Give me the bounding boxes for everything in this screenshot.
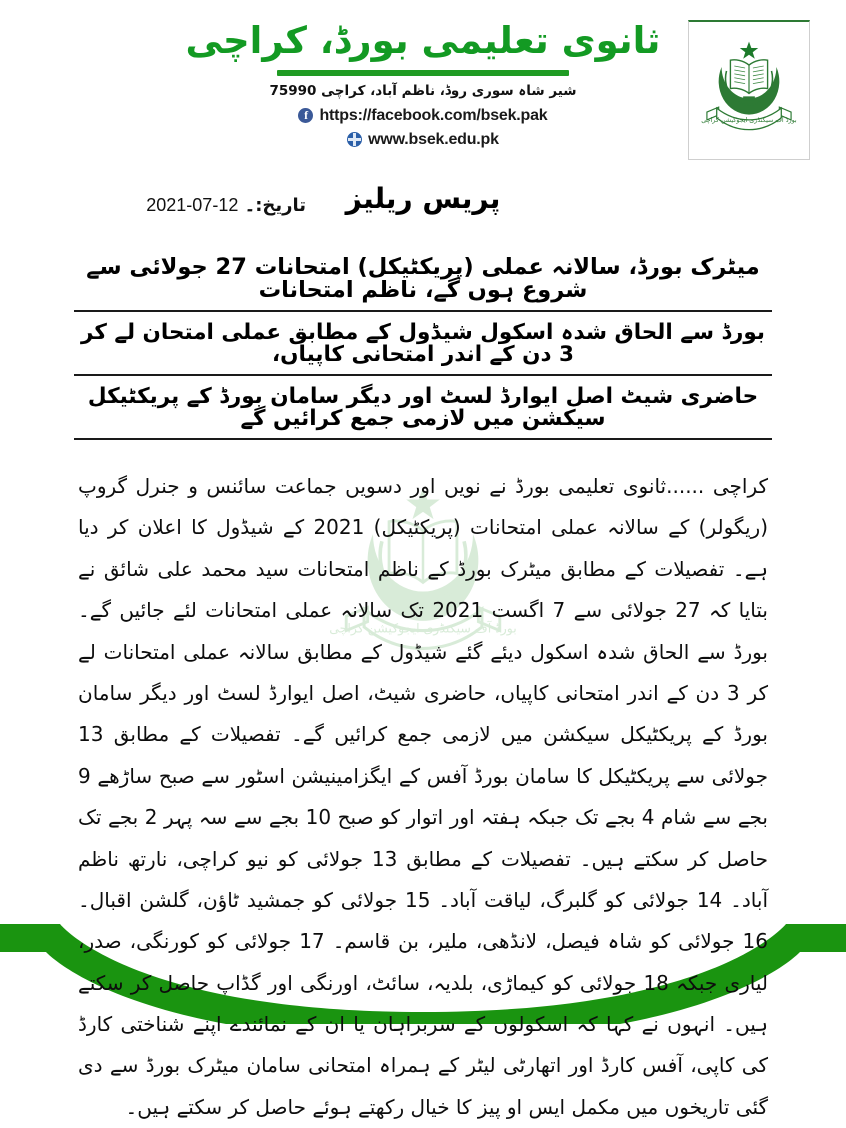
headline-line-2: بورڈ سے الحاق شدہ اسکول شیڈول کے مطابق عملی امتحان لے کر 3 دن کے اندر امتحانی کاپیاں، xyxy=(74,322,772,376)
globe-icon xyxy=(347,132,362,147)
headline-line-1: میٹرک بورڈ، سالانہ عملی (پریکٹیکل) امتحانات 27 جولائی سے شروع ہوں گے، ناظم امتحانات xyxy=(74,256,772,312)
board-address: شیر شاہ سوری روڈ، ناظم آباد، کراچی 75990 xyxy=(269,83,577,100)
body-section xyxy=(78,466,768,1128)
facebook-icon: f xyxy=(298,108,313,123)
date-block xyxy=(146,195,306,216)
star-icon xyxy=(740,42,758,59)
date-label: تاریخ:۔ xyxy=(244,195,306,216)
board-crest-logo xyxy=(689,22,809,159)
headline-line-3: حاضری شیٹ اصل ایوارڈ لسٹ اور دیگر سامان بورڈ کے پریکٹیکل سیکشن میں لازمی جمع کرائیں گے xyxy=(74,386,772,440)
press-release-body xyxy=(78,466,768,1128)
board-logo-box xyxy=(688,20,810,160)
svg-text:بورڈ آف سیکنڈری ایجوکیشن کراچی: بورڈ آف سیکنڈری ایجوکیشن کراچی xyxy=(329,620,517,636)
date-value: 12-07-2021 xyxy=(146,195,239,215)
body-paragraph: کراچی ......ثانوی تعلیمی بورڈ نے نویں اور دسویں جماعت سائنس و جنرل گروپ (ریگولر) کے سالانہ عملی امتحانات (پریکٹیکل) 2021 کے شیڈول کا اعلان کر دیا ہے۔ تفصیلات کے مطابق میٹرک بورڈ کے ناظم امتحانات سید محمد علی شائق نے بتایا کہ 27 جولائی سے 7 اگست 2021 تک سالانہ عملی امتحانات لئے جائیں گے۔ بورڈ سے الحاق شدہ اسکول دیئے گئے شیڈول کے مطابق سالانہ عملی امتحانات لے کر 3 دن کے اندر امتحانی کاپیاں، حاضری شیٹ، اصل ایوارڈ لسٹ اور دیگر سامان بورڈ کے پریکٹیکل سیکشن میں لازمی جمع کرائیں گے۔ تفصیلات کے مطابق 13 جولائی سے پریکٹیکل کا سامان بورڈ آفس کے ایگزامینیشن اسٹور سے صبح ساڑھے 9 بجے سے شام 4 بجے تک جبکہ ہفتہ اور اتوار کو صبح 10 بجے سے سہ پہر 2 بجے تک حاصل کر سکتے ہیں۔ تفصیلات کے مطابق 13 جولائی کو نیو کراچی، نارتھ ناظم آباد۔ 14 جولائی کو گلبرگ، لیاقت آباد۔ 15 جولائی کو جمشید ٹاؤن، گلشن اقبال۔ 16 جولائی کو شاہ فیصل، لانڈھی، ملیر، بن قاسم۔ 17 جولائی کو کورنگی، صدر، لیاری جبکہ 18 جولائی کو کیماڑی، بلدیہ، سائٹ، اورنگی اور گڈاپ حاصل کر سکتے ہیں۔ انہوں نے کہا کہ اسکولوں کے سربراہان یا ان کے نمائندے اپنے شناختی کارڈ کی کاپی، آفس کارڈ اور اتھارٹی لیٹر کے ہمراہ امتحانی سامان میٹرک بورڈ سے دی گئی تاریخوں میں مکمل ایس او پیز کا خیال رکھتے ہوئے حاصل کر سکتے ہیں۔ xyxy=(78,474,769,1119)
facebook-url-text: https://facebook.com/bsek.pak xyxy=(319,106,548,124)
title-row xyxy=(0,182,846,238)
website-url-text: www.bsek.edu.pk xyxy=(368,130,499,148)
page-title: پریس ریلیز xyxy=(345,182,501,215)
open-book-icon xyxy=(730,60,767,94)
svg-text:بورڈ آف سیکنڈری ایجوکیشن کراچی: بورڈ آف سیکنڈری ایجوکیشن کراچی xyxy=(701,116,797,124)
board-name-title: ثانوی تعلیمی بورڈ، کراچی xyxy=(185,19,661,62)
headline-block xyxy=(74,256,772,440)
header-divider-rule xyxy=(277,70,569,76)
letterhead-header xyxy=(0,0,846,178)
